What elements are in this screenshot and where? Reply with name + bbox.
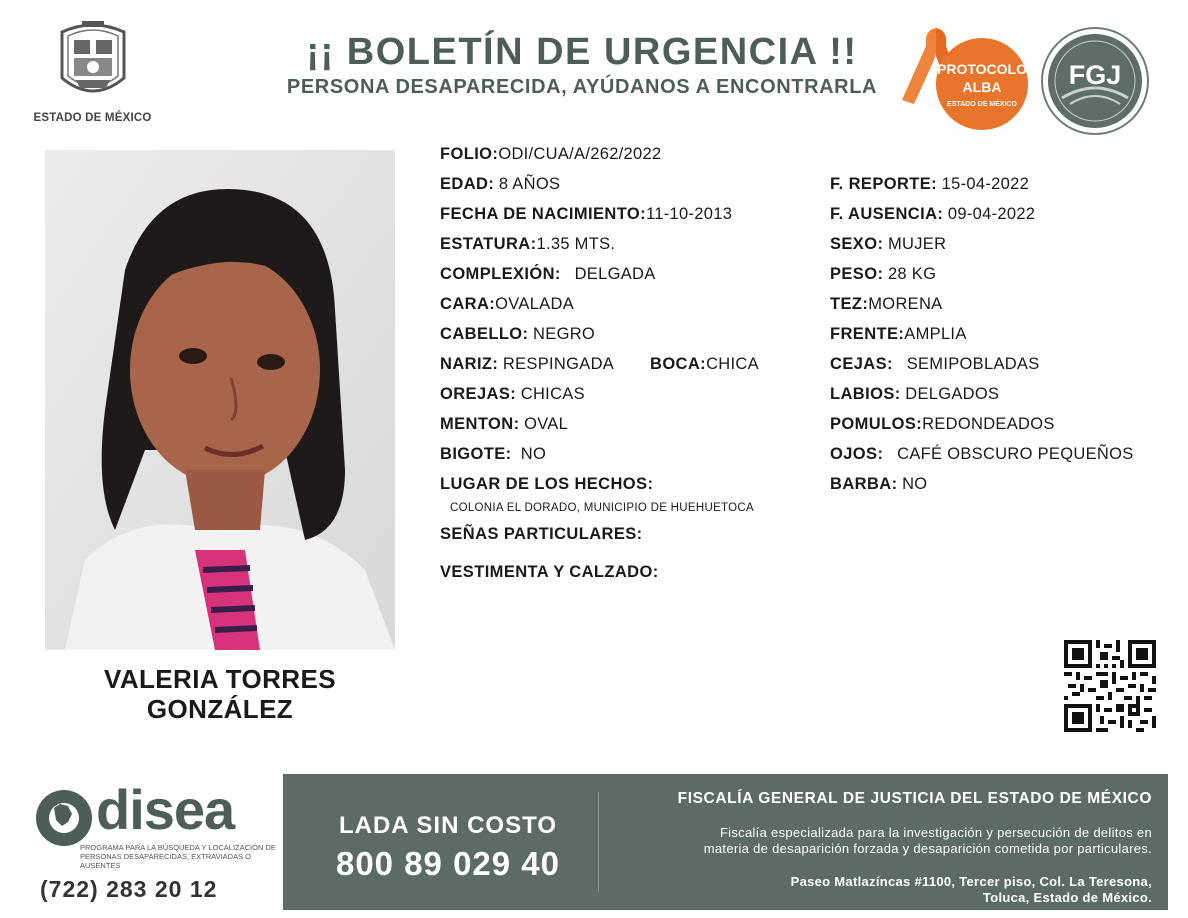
field-label: BOCA: <box>650 355 707 373</box>
field-value: OVALADA <box>495 295 574 313</box>
field-label: ESTATURA: <box>440 235 537 253</box>
portrait-image <box>45 150 395 650</box>
field-label: VESTIMENTA Y CALZADO: <box>440 563 659 581</box>
field-fecha-reporte <box>830 174 1029 194</box>
field-label: OJOS: <box>830 445 884 463</box>
field-label: FRENTE: <box>830 325 905 343</box>
field-value: RESPINGADA <box>502 355 615 373</box>
page-title: ¡¡ BOLETÍN DE URGENCIA !! <box>306 31 858 73</box>
field-fecha-ausencia <box>830 204 1035 224</box>
field-value: 11-10-2013 <box>646 205 733 223</box>
field-tez <box>830 294 943 314</box>
field-vestimenta-calzado <box>440 562 659 582</box>
alba-line1: PROTOCOLO <box>937 61 1027 77</box>
field-value: MUJER <box>887 235 947 253</box>
page-subtitle: PERSONA DESAPARECIDA, AYÚDANOS A ENCONTRARLA <box>286 76 878 98</box>
field-label: PESO: <box>830 265 884 283</box>
bulletin-title-block <box>262 30 902 99</box>
field-value: SEMIPOBLADAS <box>906 355 1040 373</box>
field-value: REDONDEADOS <box>922 415 1055 433</box>
field-label: CABELLO: <box>440 325 529 343</box>
field-complexion <box>440 264 656 284</box>
field-value: 09-04-2022 <box>947 205 1036 223</box>
fiscalia-desc-line1: Fiscalía especializada para la investigación y persecución de delitos en <box>719 825 1152 840</box>
field-label: LUGAR DE LOS HECHOS: <box>440 475 654 493</box>
field-value: NO <box>902 475 928 493</box>
field-value: MORENA <box>868 295 943 313</box>
field-pomulos <box>830 414 1055 434</box>
field-value: 28 KG <box>887 265 937 283</box>
field-label: BARBA: <box>830 475 898 493</box>
alba-ribbon-icon <box>900 22 1030 134</box>
field-boca <box>650 354 759 374</box>
estado-de-mexico-logo <box>30 18 155 128</box>
odisea-phone[interactable]: (722) 283 20 12 <box>40 876 218 902</box>
field-label: BIGOTE: <box>440 445 512 463</box>
field-value: NEGRO <box>533 325 596 343</box>
field-folio <box>440 144 661 164</box>
alba-line2: ALBA <box>962 79 1002 95</box>
field-value: DELGADOS <box>905 385 1000 403</box>
field-lugar-hechos-value: COLONIA EL DORADO, MUNICIPIO DE HUEHUETOCA <box>450 502 754 514</box>
alba-line3: ESTADO DE MÉXICO <box>947 101 1017 108</box>
field-ojos <box>830 444 1134 464</box>
field-label: FOLIO: <box>440 145 499 163</box>
lada-phone-number[interactable]: 800 89 029 40 <box>335 845 561 882</box>
qr-code[interactable] <box>1064 640 1156 732</box>
field-peso <box>830 264 936 284</box>
person-name <box>45 664 395 724</box>
field-label: F. AUSENCIA: <box>830 205 944 223</box>
coat-of-arms-icon <box>52 18 134 108</box>
fiscalia-desc-line2: materia de desaparición forzada y desaparición cometida por particulares. <box>703 841 1152 856</box>
field-label: COMPLEXIÓN: <box>440 265 561 283</box>
field-estatura <box>440 234 615 254</box>
odisea-o-icon <box>34 786 98 850</box>
lada-label: LADA SIN COSTO <box>338 812 557 839</box>
field-value: OVAL <box>524 415 569 433</box>
field-label: TEZ: <box>830 295 869 313</box>
odisea-subtitle: PROGRAMA PARA LA BÚSQUEDA Y LOCALIZACIÓN DE PERSONAS DESAPARECIDAS, EXTRAVIADAS O AUSENTES <box>80 843 276 870</box>
field-value: 15-04-2022 <box>941 175 1030 193</box>
field-senas-particulares <box>440 524 643 544</box>
qr-code-icon <box>1064 640 1156 732</box>
fgj-text: FGJ <box>1068 60 1122 90</box>
field-label: POMULOS: <box>830 415 923 433</box>
fiscalia-description <box>600 825 1152 857</box>
field-edad <box>440 174 560 194</box>
band-divider <box>598 792 599 892</box>
field-label: SEXO: <box>830 235 884 253</box>
field-orejas <box>440 384 585 404</box>
field-value: CAFÉ OBSCURO PEQUEÑOS <box>897 445 1134 463</box>
field-value: 8 AÑOS <box>498 175 561 193</box>
field-label: CARA: <box>440 295 496 313</box>
field-value: DELGADA <box>574 265 656 283</box>
field-sexo <box>830 234 946 254</box>
field-lugar-hechos <box>440 474 653 494</box>
field-cabello <box>440 324 595 344</box>
fiscalia-address <box>600 874 1152 906</box>
field-label: LABIOS: <box>830 385 901 403</box>
field-label: F. REPORTE: <box>830 175 938 193</box>
odisea-wordmark: disea <box>96 778 235 841</box>
field-label: OREJAS: <box>440 385 517 403</box>
fiscalia-title: FISCALÍA GENERAL DE JUSTICIA DEL ESTADO DE MÉXICO <box>677 790 1152 807</box>
field-cejas <box>830 354 1040 374</box>
person-name-line2: GONZÁLEZ <box>146 694 294 724</box>
field-menton <box>440 414 568 434</box>
field-label: FECHA DE NACIMIENTO: <box>440 205 646 223</box>
fgj-seal-icon <box>1040 26 1150 136</box>
field-label: CEJAS: <box>830 355 893 373</box>
field-value: ODI/CUA/A/262/2022 <box>498 145 662 163</box>
field-bigote <box>440 444 546 464</box>
field-fecha-nacimiento <box>440 204 732 224</box>
protocolo-alba-logo <box>900 22 1030 134</box>
field-value: CHICA <box>706 355 759 373</box>
field-value: AMPLIA <box>904 325 967 343</box>
field-value: NO <box>520 445 547 463</box>
field-nariz <box>440 354 614 374</box>
field-cara <box>440 294 574 314</box>
missing-person-photo <box>45 150 395 650</box>
field-label: SEÑAS PARTICULARES: <box>440 525 643 543</box>
field-value: 1.35 MTS. <box>536 235 616 253</box>
person-name-line1: VALERIA TORRES <box>104 664 336 694</box>
fgj-logo <box>1040 26 1150 136</box>
field-value: CHICAS <box>520 385 585 403</box>
field-barba <box>830 474 927 494</box>
estado-caption: ESTADO DE MÉXICO <box>33 112 152 124</box>
field-label: NARIZ: <box>440 355 499 373</box>
address-line2: Toluca, Estado de México. <box>982 890 1152 905</box>
field-label: MENTON: <box>440 415 520 433</box>
address-line1: Paseo Matlazíncas #1100, Tercer piso, Col. La Teresona, <box>790 874 1152 889</box>
field-labios <box>830 384 999 404</box>
field-frente <box>830 324 967 344</box>
field-label: EDAD: <box>440 175 495 193</box>
